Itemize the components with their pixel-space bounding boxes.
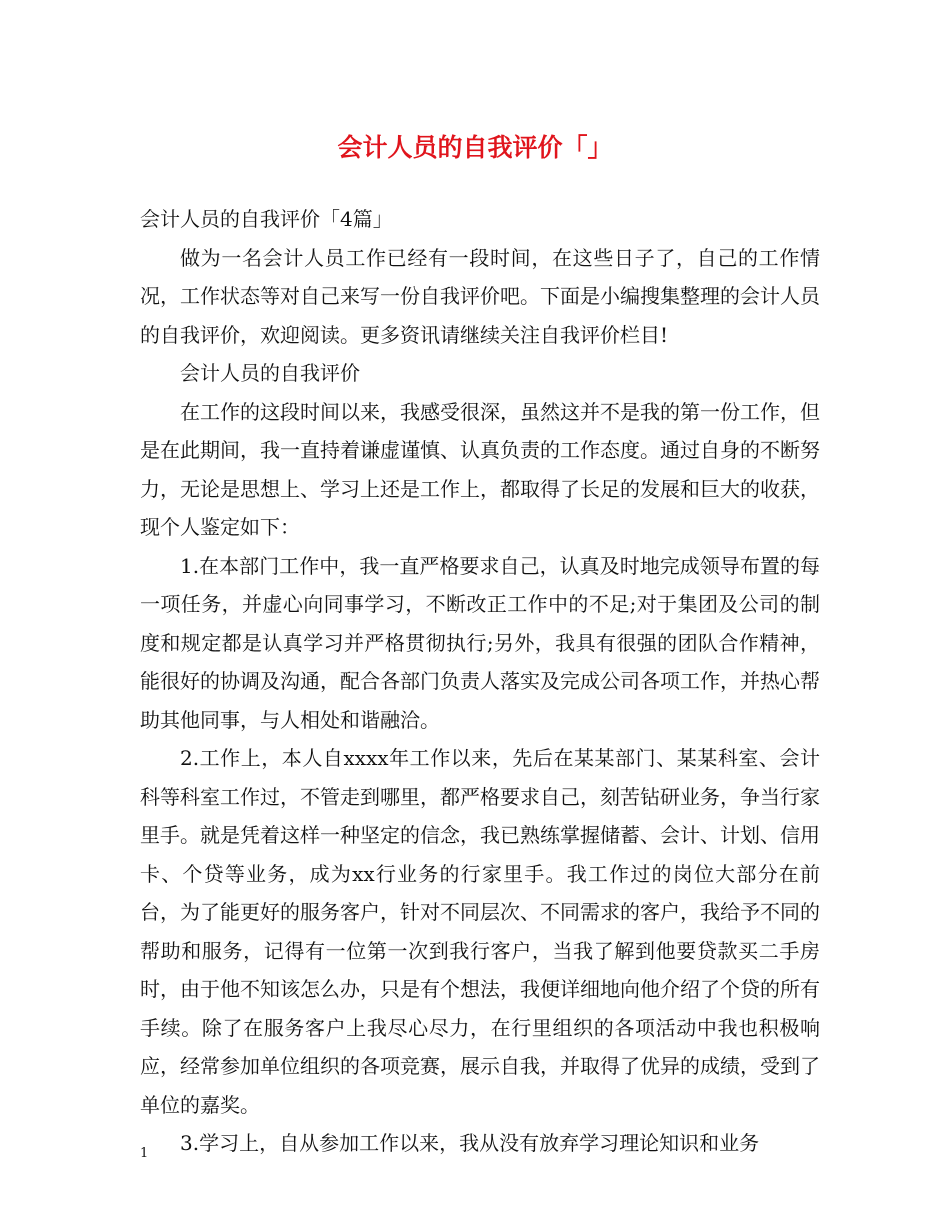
document-title: 会计人员的自我评价「」	[337, 133, 613, 162]
document-subtitle: 会计人员的自我评价「4篇」	[140, 207, 393, 231]
overview-paragraph: 在工作的这段时间以来，我感受很深，虽然这并不是我的第一份工作，但是在此期间，我一直持着谦虚谨慎、认真负责的工作态度。通过自身的不断努力，无论是思想上、学习上还是工作上，都取得了长足的发展和巨大的收获，现个人鉴定如下：	[140, 399, 820, 539]
intro-paragraph: 做为一名会计人员工作已经有一段时间，在这些日子了，自己的工作情况，工作状态等对自己来写一份自我评价吧。下面是小编搜集整理的会计人员的自我评价，欢迎阅读。更多资讯请继续关注自我评价栏目!	[140, 245, 820, 347]
point-3-paragraph: 3.学习上，自从参加工作以来，我从没有放弃学习理论知识和业务	[180, 1131, 760, 1155]
point-1-paragraph: 1.在本部门工作中，我一直严格要求自己，认真及时地完成领导布置的每一项任务，并虚心向同事学习，不断改正工作中的不足;对于集团及公司的制度和规定都是认真学习并严格贯彻执行;另外，我具有很强的团队合作精神，能很好的协调及沟通，配合各部门负责人落实及完成公司各项工作，并热心帮助其他同事，与人相处和谐融洽。	[140, 553, 820, 732]
document-body	[140, 200, 820, 1163]
page-number: 1	[140, 1146, 149, 1161]
section-heading: 会计人员的自我评价	[180, 361, 360, 385]
point-2-paragraph: 2.工作上，本人自xxxx年工作以来，先后在某某部门、某某科室、会计科等科室工作过，不管走到哪里，都严格要求自己，刻苦钻研业务，争当行家里手。就是凭着这样一种坚定的信念，我已熟练掌握储蓄、会计、计划、信用卡、个贷等业务，成为xx行业务的行家里手。我工作过的岗位大部分在前台，为了能更好的服务客户，针对不同层次、不同需求的客户，我给予不同的帮助和服务，记得有一位第一次到我行客户，当我了解到他要贷款买二手房时，由于他不知该怎么办，只是有个想法，我便详细地向他介绍了个贷的所有手续。除了在服务客户上我尽心尽力，在行里组织的各项活动中我也积极响应，经常参加单位组织的各项竞赛，展示自我，并取得了优异的成绩，受到了单位的嘉奖。	[140, 746, 820, 1117]
